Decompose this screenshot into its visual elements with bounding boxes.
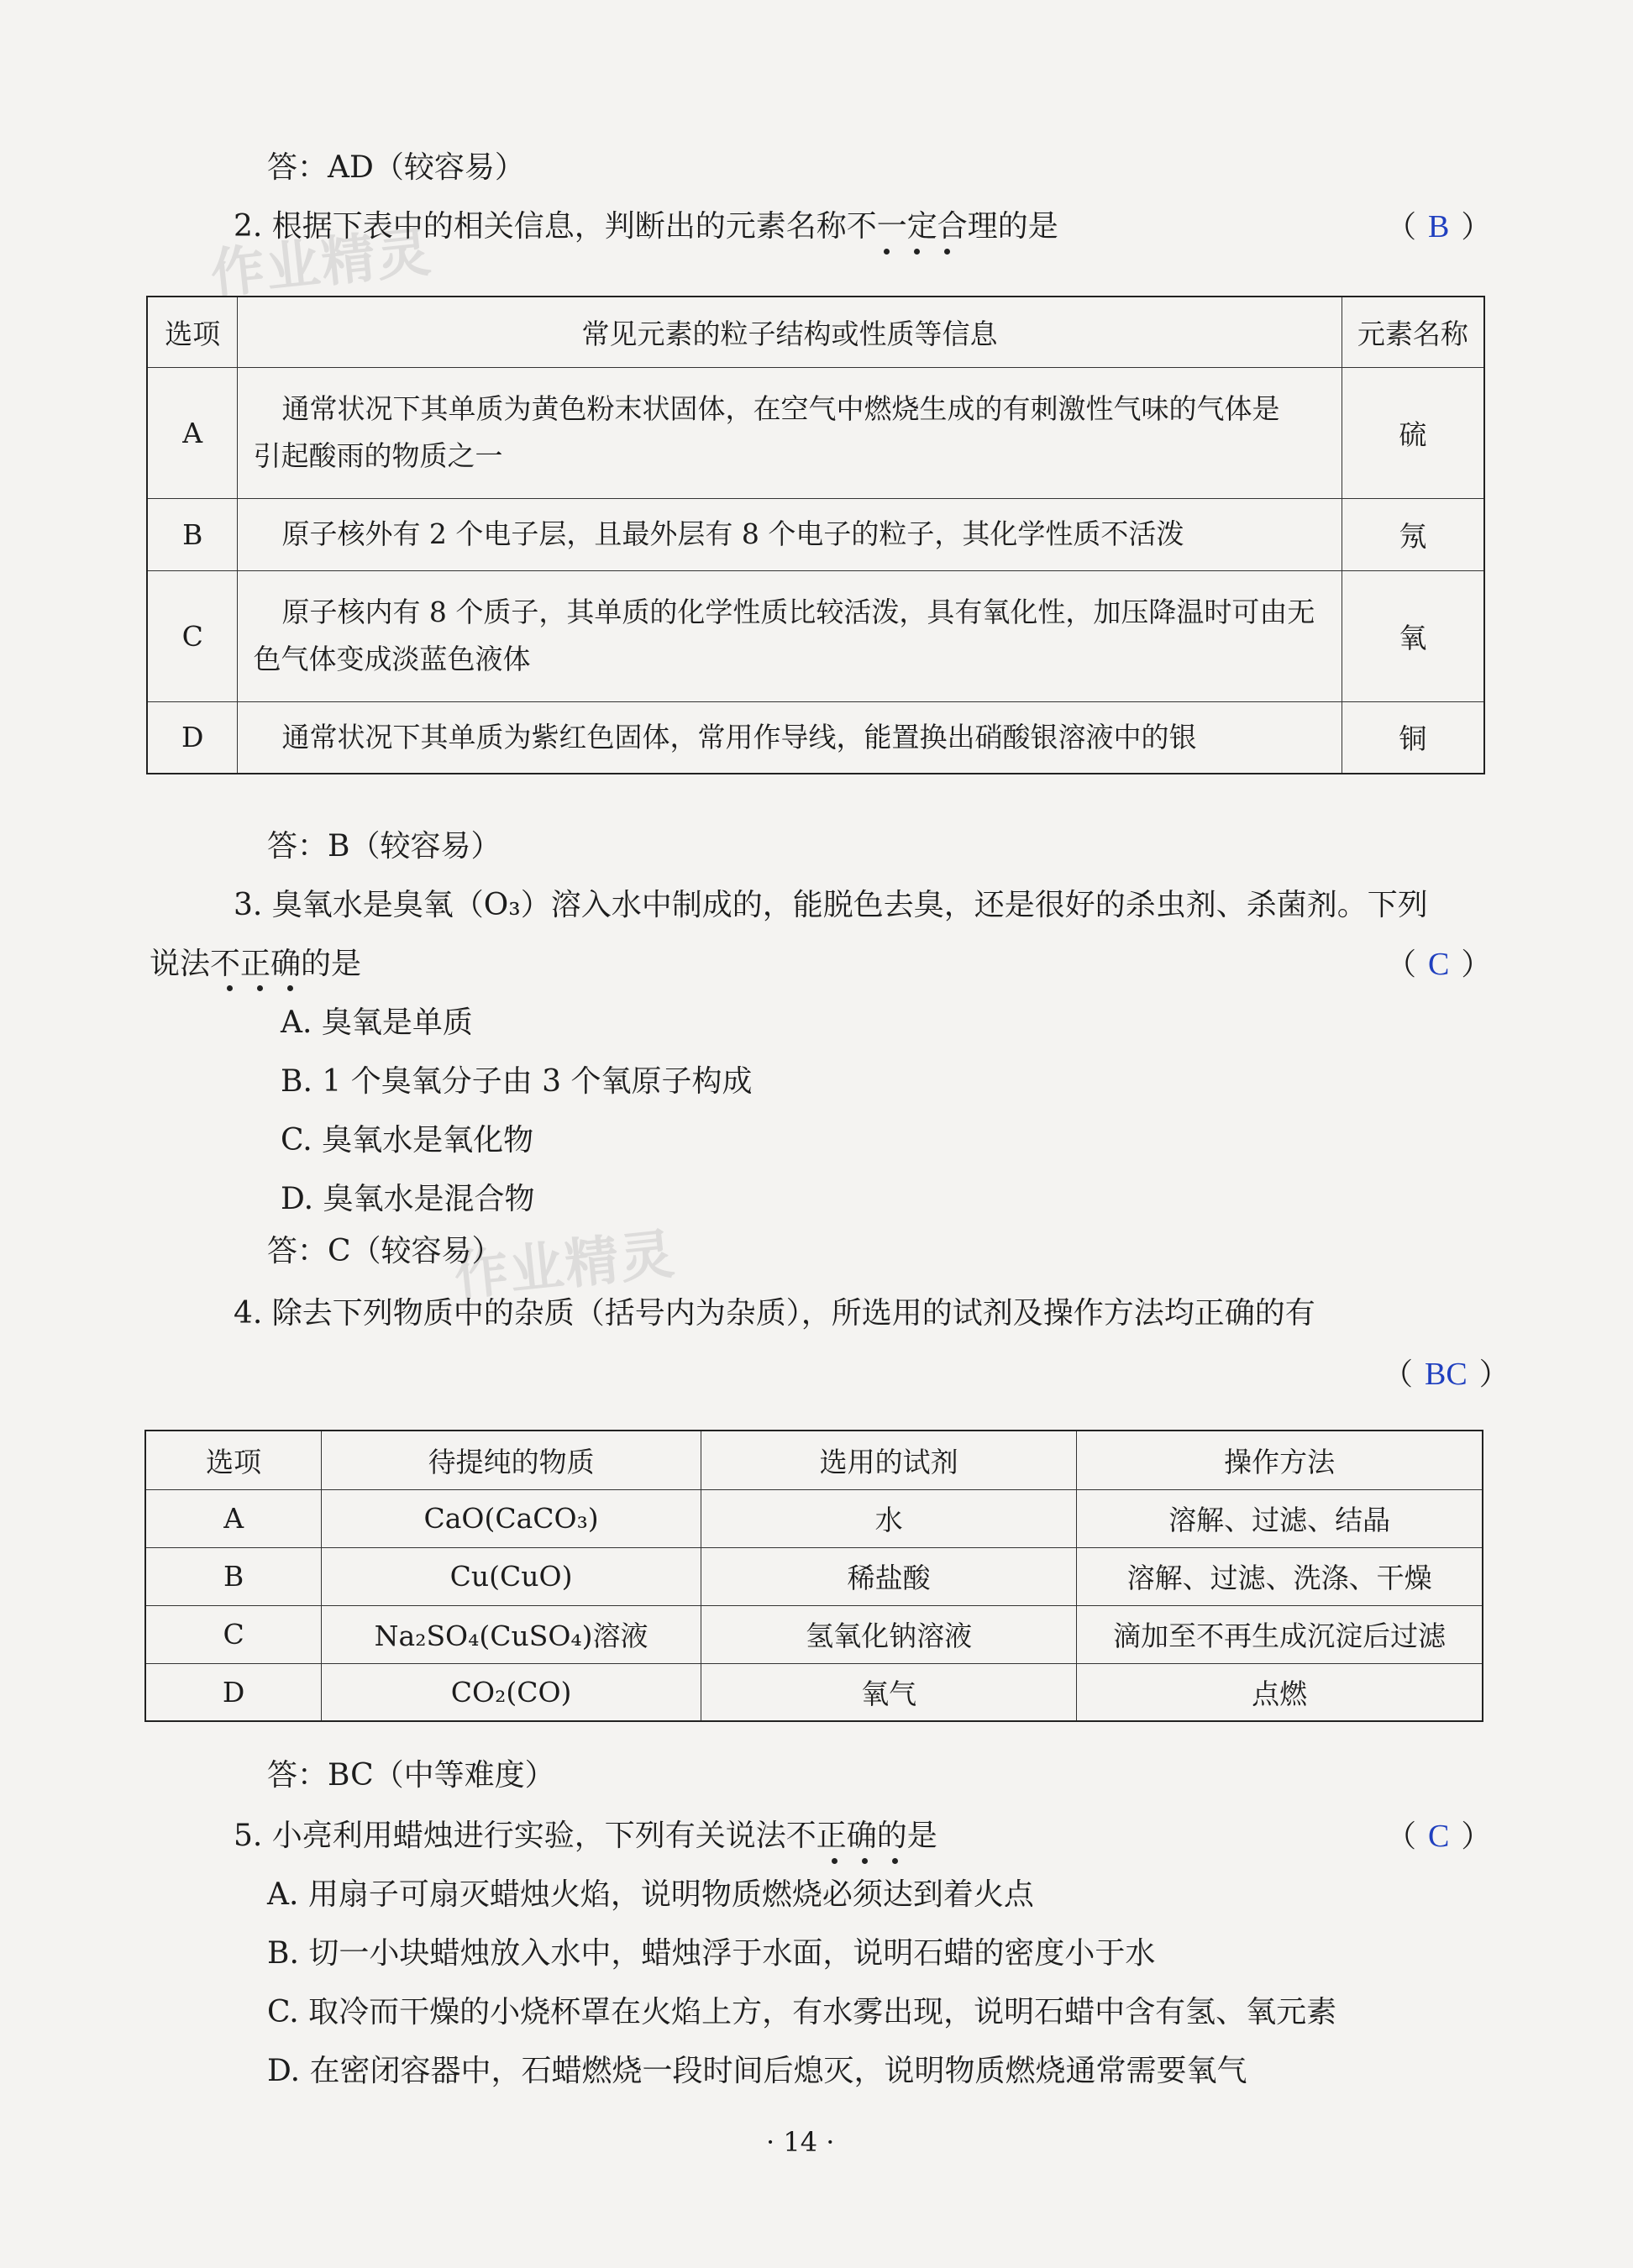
q4-table	[144, 1430, 1483, 1722]
q5-answer: C	[1428, 1819, 1450, 1854]
q3-option-d: D. 臭氧水是混合物	[281, 1182, 535, 1216]
q2-row-c-info	[238, 570, 1342, 701]
q2-row-b-option: B	[147, 498, 238, 570]
q2-table	[146, 296, 1485, 774]
q5-option-a: A. 用扇子可扇灭蜡烛火焰，说明物质燃烧必须达到着火点	[267, 1877, 1034, 1912]
q5-stem: 5. 小亮利用蜡烛进行实验，下列有关说法不正确的是	[234, 1819, 937, 1853]
q4-th-reagent: 选用的试剂	[701, 1431, 1076, 1489]
table-row	[145, 1605, 1483, 1663]
q4-table-header	[145, 1431, 1483, 1489]
q2-table-header	[147, 297, 1484, 367]
q4-row-b-method: 溶解、过滤、洗涤、干燥	[1077, 1547, 1483, 1605]
q4-row-d-reagent: 氧气	[701, 1663, 1076, 1721]
table-row	[145, 1547, 1483, 1605]
q2-row-b-info	[238, 498, 1342, 570]
q2-explain: 答：B（较容易）	[267, 829, 501, 864]
q2-row-a-info-l2: 引起酸雨的物质之一	[253, 439, 503, 472]
q2-row-d-info	[238, 701, 1342, 774]
q3-stem-line1: 3. 臭氧水是臭氧（O₃）溶入水中制成的，能脱色去臭，还是很好的杀虫剂、杀菌剂。下列	[234, 888, 1428, 922]
q2-row-c-info-l1: 原子核内有 8 个质子，其单质的化学性质比较活泼，具有氧化性，加压降温时可由无	[281, 596, 1315, 628]
q4-row-b-substance: Cu(CuO)	[322, 1547, 701, 1605]
q4-row-d-option: D	[145, 1663, 322, 1721]
watermark-2: 作业精灵	[451, 1223, 679, 1309]
q4-row-d-substance: CO₂(CO)	[322, 1663, 701, 1721]
q4-row-a-substance: CaO(CaCO₃)	[322, 1489, 701, 1547]
q4-row-a-reagent: 水	[701, 1489, 1076, 1547]
q4-row-b-reagent: 稀盐酸	[701, 1547, 1076, 1605]
q4-th-method: 操作方法	[1077, 1431, 1483, 1489]
q2-th-name: 元素名称	[1342, 297, 1484, 367]
q3-answer: C	[1428, 947, 1450, 982]
q2-row-d-info-l1: 通常状况下其单质为紫红色固体，常用作导线，能置换出硝酸银溶液中的银	[281, 720, 1197, 753]
q5-option-b: B. 切一小块蜡烛放入水中，蜡烛浮于水面，说明石蜡的密度小于水	[267, 1936, 1156, 1971]
page-number: · 14 ·	[766, 2126, 835, 2158]
q4-row-c-option: C	[145, 1605, 322, 1663]
q5-option-c: C. 取冷而干燥的小烧杯罩在火焰上方，有水雾出现，说明石蜡中含有氢、氧元素	[267, 1995, 1337, 2029]
table-row	[147, 367, 1484, 498]
q2-row-b-name: 氖	[1342, 498, 1484, 570]
q4-explain: 答：BC（中等难度）	[267, 1758, 555, 1793]
q4-row-a-method: 溶解、过滤、结晶	[1077, 1489, 1483, 1547]
q2-row-a-info-l1: 通常状况下其单质为黄色粉末状固体，在空气中燃烧生成的有刺激性气味的气体是	[281, 392, 1280, 425]
q5-answer-bracket: （ C ）	[1386, 1819, 1492, 1854]
q2-th-info: 常见元素的粒子结构或性质等信息	[238, 297, 1342, 367]
watermark-1: 作业精灵	[207, 221, 435, 307]
q5-option-d: D. 在密闭容器中，石蜡燃烧一段时间后熄灭，说明物质燃烧通常需要氧气	[267, 2054, 1247, 2088]
table-row	[147, 701, 1484, 774]
q3-option-c: C. 臭氧水是氧化物	[281, 1123, 534, 1158]
table-row	[145, 1663, 1483, 1721]
q4-stem: 4. 除去下列物质中的杂质（括号内为杂质），所选用的试剂及操作方法均正确的有	[234, 1296, 1315, 1331]
q2-row-a-info	[238, 367, 1342, 498]
table-row	[147, 570, 1484, 701]
q1-explain: 答：AD（较容易）	[267, 150, 525, 185]
q4-row-a-option: A	[145, 1489, 322, 1547]
q2-row-c-info-l2: 色气体变成淡蓝色液体	[253, 643, 531, 675]
q2-row-a-option: A	[147, 367, 238, 498]
q2-answer-bracket: （ B ）	[1386, 209, 1492, 244]
table-row	[147, 498, 1484, 570]
q2-row-c-name: 氧	[1342, 570, 1484, 701]
q4-row-b-option: B	[145, 1547, 322, 1605]
q2-row-c-option: C	[147, 570, 238, 701]
q4-th-option: 选项	[145, 1431, 322, 1489]
q2-row-a-name: 硫	[1342, 367, 1484, 498]
q3-stem-line2: 说法不正确的是	[150, 947, 362, 981]
q2-row-b-info-l1: 原子核外有 2 个电子层，且最外层有 8 个电子的粒子，其化学性质不活泼	[281, 517, 1184, 550]
q4-answer: BC	[1425, 1357, 1468, 1392]
q2-stem: 2. 根据下表中的相关信息，判断出的元素名称不一定合理的是	[234, 209, 1058, 244]
q4-row-c-substance: Na₂SO₄(CuSO₄)溶液	[322, 1605, 701, 1663]
q3-option-a: A. 臭氧是单质	[281, 1005, 473, 1040]
q4-row-d-method: 点燃	[1077, 1663, 1483, 1721]
q4-answer-bracket: （ BC ）	[1383, 1357, 1510, 1392]
q2-row-d-name: 铜	[1342, 701, 1484, 774]
q3-answer-bracket: （ C ）	[1386, 947, 1492, 982]
table-row	[145, 1489, 1483, 1547]
q2-th-option: 选项	[147, 297, 238, 367]
q2-answer: B	[1428, 209, 1450, 244]
q3-explain: 答：C（较容易）	[267, 1234, 502, 1268]
q2-row-d-option: D	[147, 701, 238, 774]
q4-row-c-method: 滴加至不再生成沉淀后过滤	[1077, 1605, 1483, 1663]
q3-option-b: B. 1 个臭氧分子由 3 个氧原子构成	[281, 1064, 753, 1099]
q4-th-substance: 待提纯的物质	[322, 1431, 701, 1489]
q4-row-c-reagent: 氢氧化钠溶液	[701, 1605, 1076, 1663]
